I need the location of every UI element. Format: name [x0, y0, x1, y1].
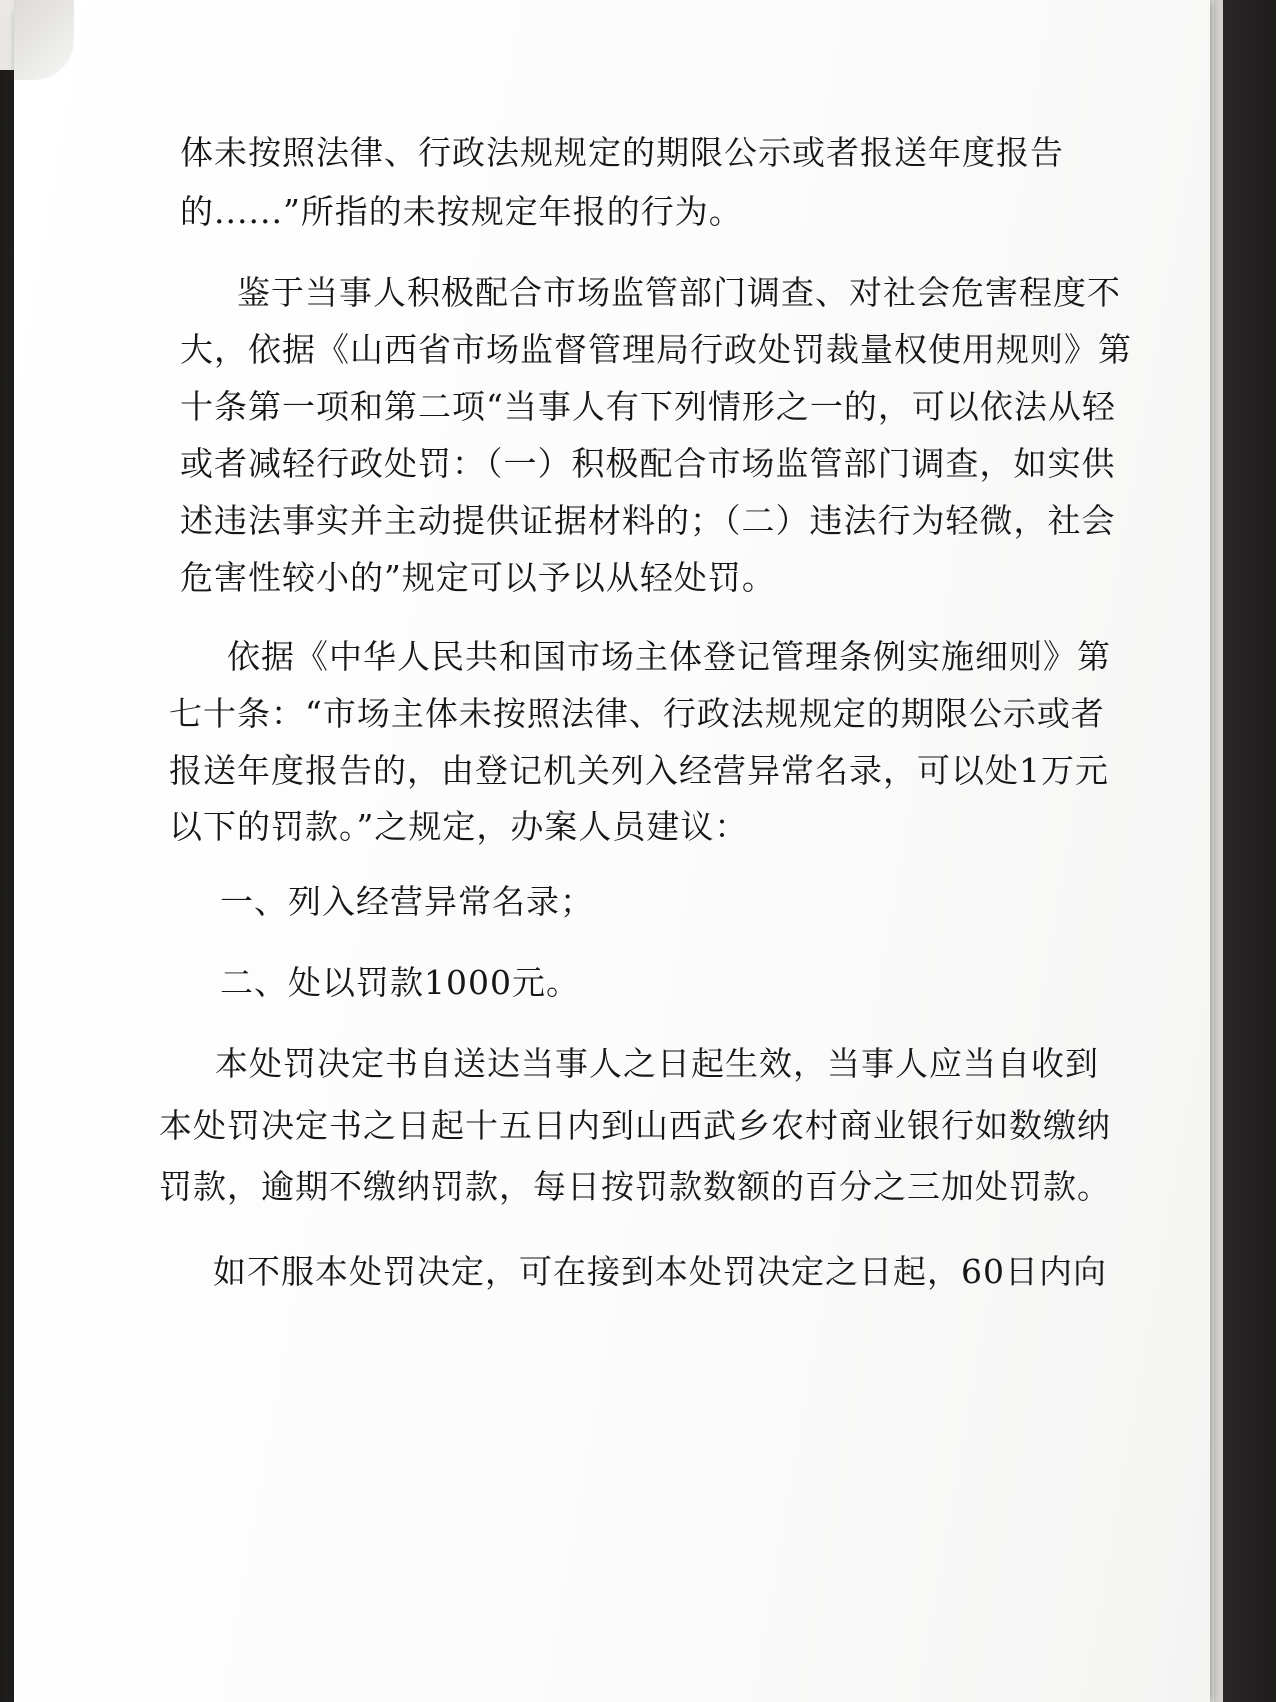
text-line: 体未按照法律、行政法规规定的期限公示或者报送年度报告 — [180, 133, 1064, 172]
text-line: 危害性较小的”规定可以予以从轻处罚。 — [180, 558, 776, 597]
stacked-page-edge — [1214, 0, 1223, 1702]
list-item: 二、处以罚款1000元。 — [220, 963, 580, 1002]
text-line: 本处罚决定书之日起十五日内到山西武乡农村商业银行如数缴纳 — [159, 1106, 1111, 1145]
text-line: 述违法事实并主动提供证据材料的；（二）违法行为轻微，社会 — [180, 501, 1116, 540]
text-line: 如不服本处罚决定，可在接到本处罚决定之日起，60日内向 — [213, 1252, 1107, 1291]
text-line: 的......”所指的未按规定年报的行为。 — [180, 192, 743, 231]
text-line: 大，依据《山西省市场监督管理局行政处罚裁量权使用规则》第 — [180, 330, 1132, 369]
text-line: 依据《中华人民共和国市场主体登记管理条例实施细则》第 — [227, 637, 1111, 676]
text-line: 罚款，逾期不缴纳罚款，每日按罚款数额的百分之三加处罚款。 — [159, 1167, 1111, 1206]
text-line: 报送年度报告的，由登记机关列入经营异常名录，可以处1万元 — [169, 751, 1109, 790]
document-page — [14, 0, 1210, 1702]
text-line: 以下的罚款。”之规定，办案人员建议： — [169, 807, 749, 846]
text-line: 七十条：“市场主体未按照法律、行政法规规定的期限公示或者 — [169, 694, 1105, 733]
text-line: 本处罚决定书自送达当事人之日起生效，当事人应当自收到 — [215, 1044, 1099, 1083]
text-line: 或者减轻行政处罚：（一）积极配合市场监管部门调查，如实供 — [180, 444, 1116, 483]
text-line: 十条第一项和第二项“当事人有下列情形之一的，可以依法从轻 — [180, 387, 1116, 426]
list-item: 一、列入经营异常名录； — [220, 882, 594, 921]
text-line: 鉴于当事人积极配合市场监管部门调查、对社会危害程度不 — [237, 273, 1121, 312]
